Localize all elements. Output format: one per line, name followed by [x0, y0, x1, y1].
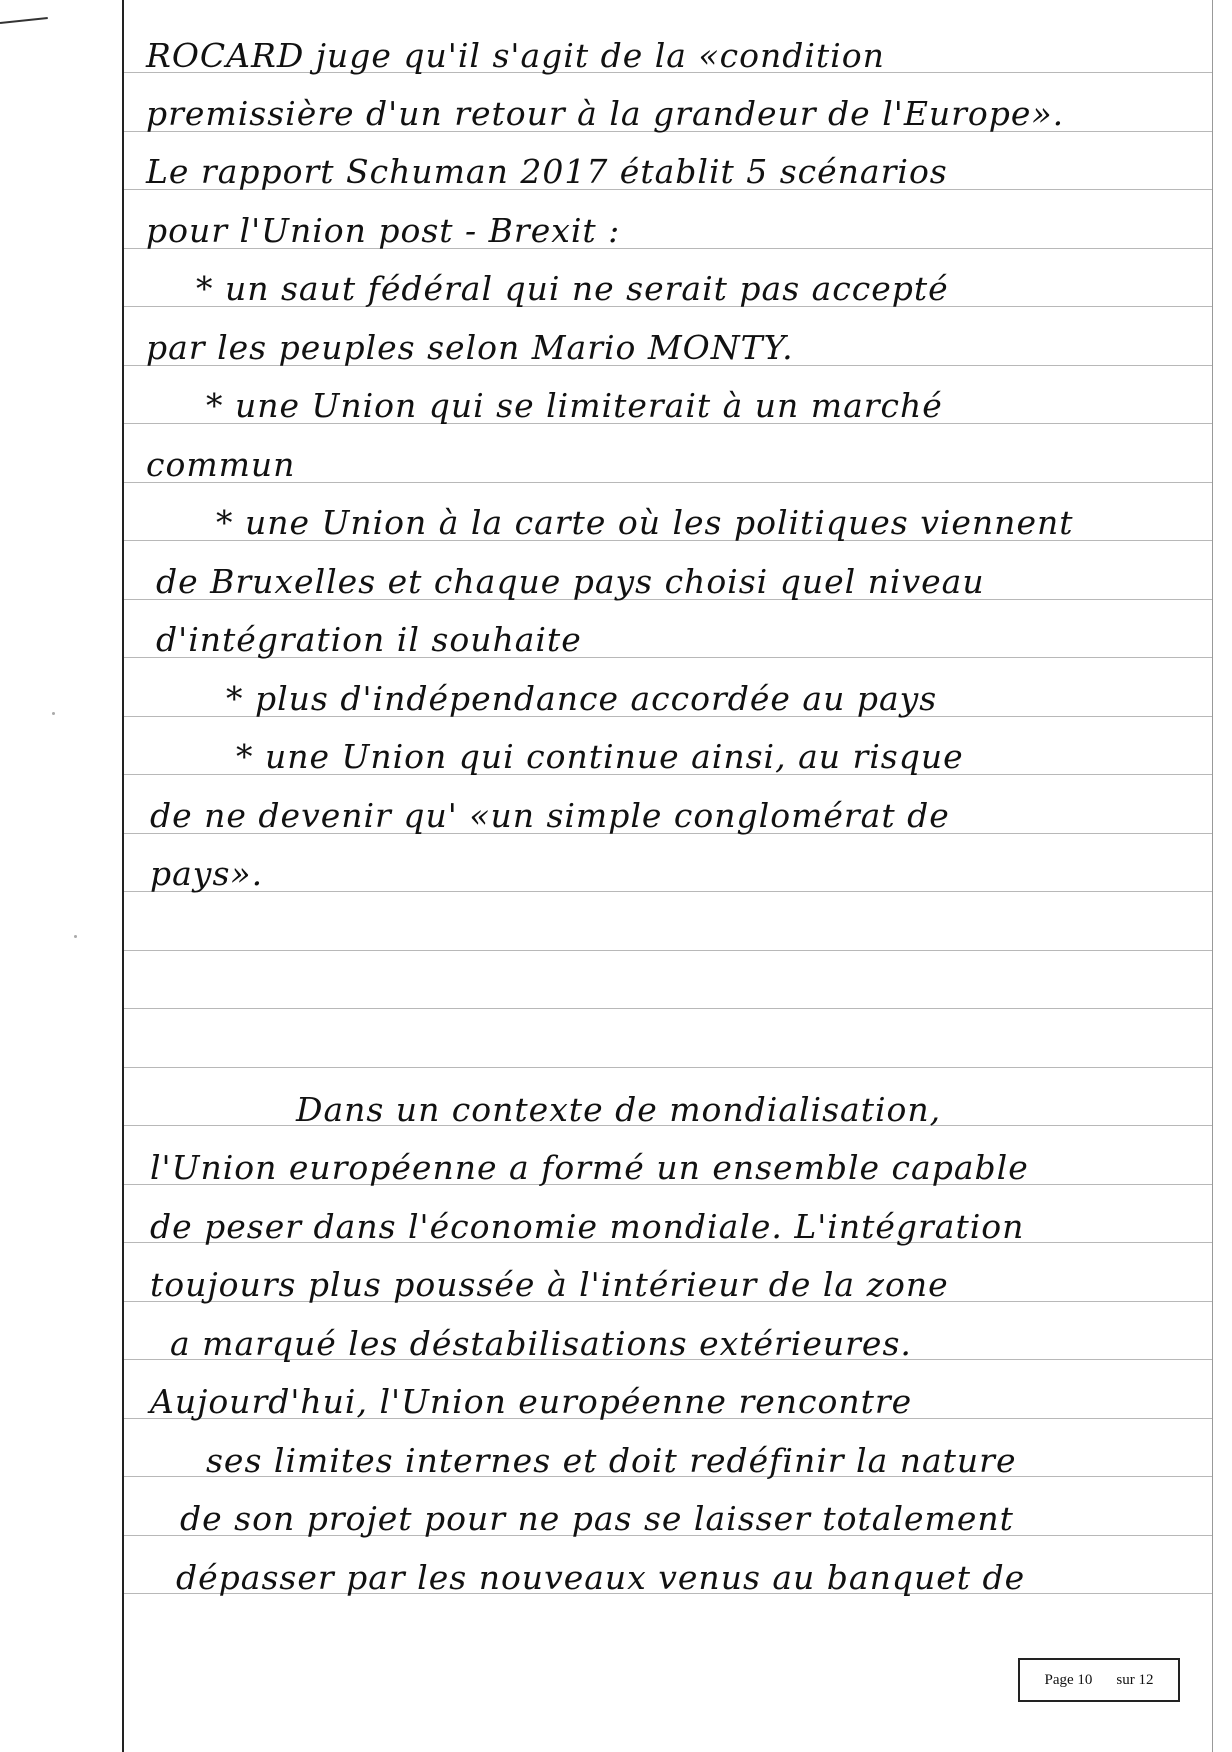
text-line: * une Union qui se limiterait à un marché — [206, 386, 943, 425]
text-line: dépasser par les nouveaux venus au banquet de — [176, 1558, 1026, 1597]
text-line: d'intégration il souhaite — [156, 620, 582, 659]
text-line: de peser dans l'économie mondiale. L'intégration — [150, 1207, 1025, 1246]
text-line: ROCARD juge qu'il s'agit de la «condition — [146, 36, 885, 75]
text-line: par les peuples selon Mario MONTY. — [146, 328, 794, 367]
text-line: commun — [146, 445, 296, 484]
text-line: Dans un contexte de mondialisation, — [296, 1090, 942, 1129]
text-line: premissière d'un retour à la grandeur de l'Europe». — [146, 94, 1065, 133]
text-line: de Bruxelles et chaque pays choisi quel niveau — [156, 562, 985, 601]
text-line: pour l'Union post - Brexit : — [146, 211, 621, 250]
text-line: * un saut fédéral qui ne serait pas accepté — [196, 269, 949, 308]
text-line: Le rapport Schuman 2017 établit 5 scénarios — [146, 152, 948, 191]
text-line: l'Union européenne a formé un ensemble capable — [150, 1148, 1029, 1187]
text-line: Aujourd'hui, l'Union européenne rencontre — [150, 1382, 913, 1421]
text-line: * une Union à la carte où les politiques viennent — [216, 503, 1074, 542]
text-line: * plus d'indépendance accordée au pays — [226, 679, 938, 718]
text-line: ses limites internes et doit redéfinir la nature — [206, 1441, 1017, 1480]
text-line: de son projet pour ne pas se laisser totalement — [180, 1499, 1014, 1538]
page-number: Page 10 — [1044, 1671, 1093, 1688]
page-number-box — [1018, 1658, 1180, 1702]
scan-speck — [74, 935, 77, 938]
text-line: * une Union qui continue ainsi, au risque — [236, 737, 964, 776]
scan-speck — [52, 712, 55, 715]
page-total: sur 12 — [1116, 1671, 1154, 1688]
text-line: toujours plus poussée à l'intérieur de la zone — [150, 1265, 949, 1304]
text-line: pays». — [150, 854, 264, 893]
text-line: a marqué les déstabilisations extérieures. — [170, 1324, 912, 1363]
text-line: de ne devenir qu' «un simple conglomérat de — [150, 796, 950, 835]
